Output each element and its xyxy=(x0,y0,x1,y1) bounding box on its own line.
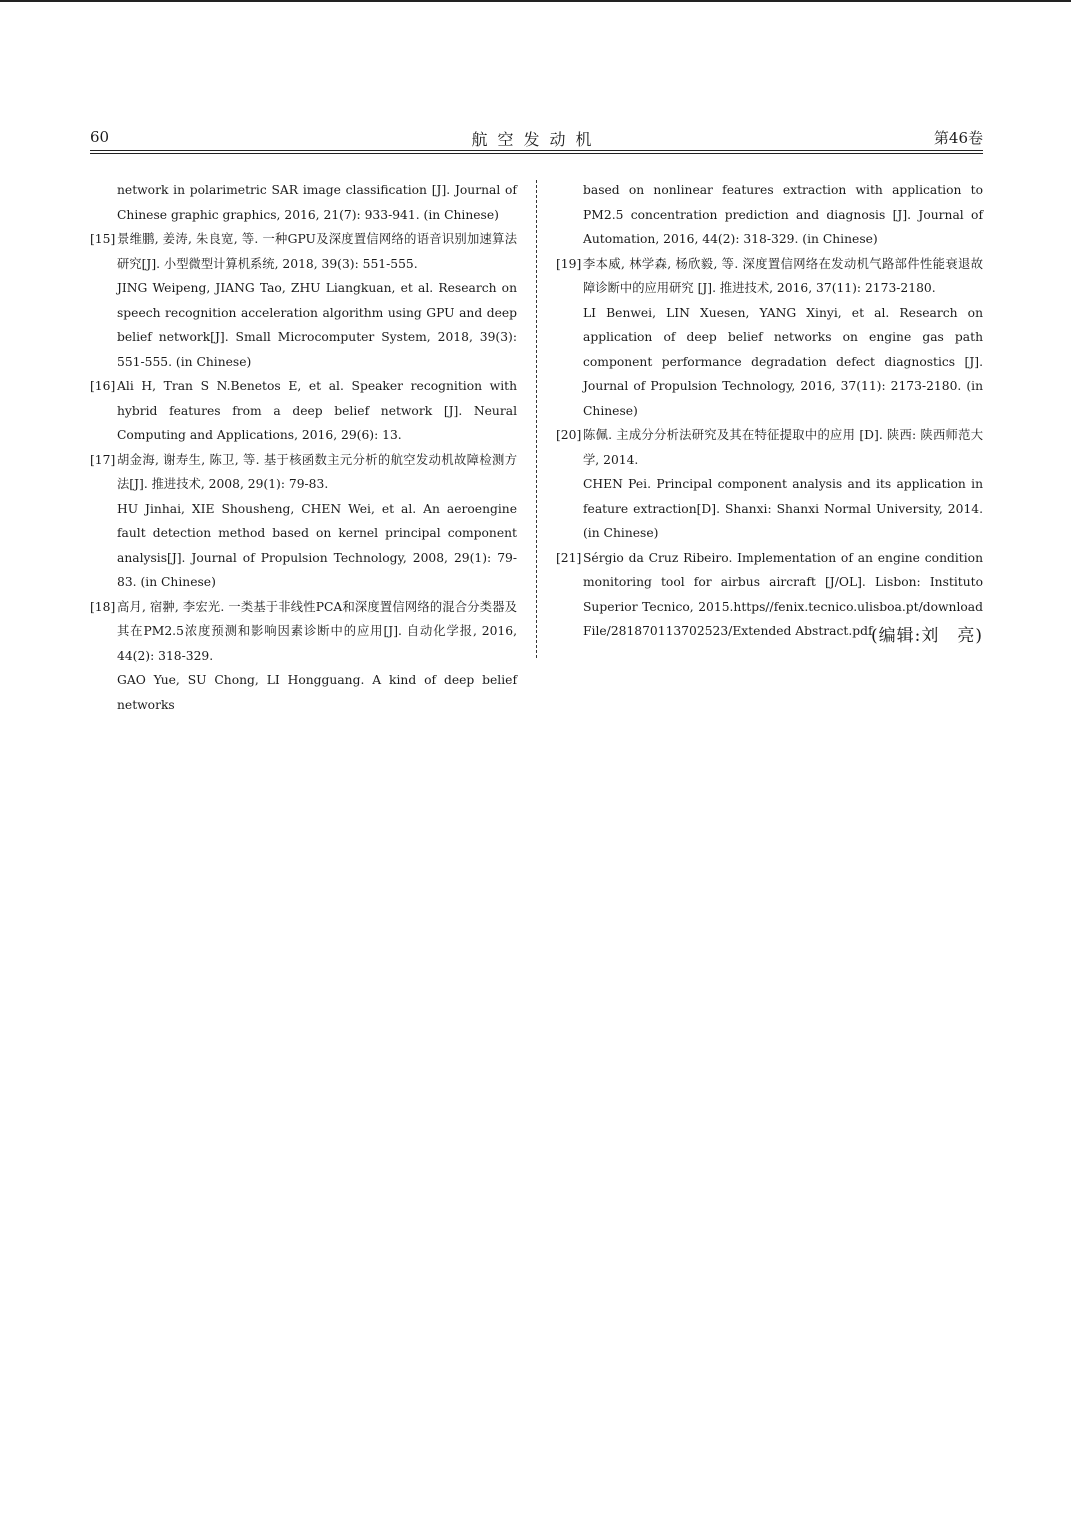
reference-17 xyxy=(90,448,517,595)
editor-credit: (编辑:刘 亮) xyxy=(871,626,983,646)
reference-text-cn: 景维鹏, 姜涛, 朱良宽, 等. 一种GPU及深度置信网络的语音识别加速算法研究[J]. 小型微型计算机系统, 2018, 39(3): 551-555. xyxy=(117,232,517,271)
reference-text-en: CHEN Pei. Principal component analysis and its application in feature extraction[D]. Shanxi: Shanxi Normal University, 2014. (in Chinese) xyxy=(583,477,983,540)
reference-18 xyxy=(90,595,517,718)
page-header xyxy=(90,124,983,150)
reference-number: [20] xyxy=(556,428,582,442)
reference-number: [18] xyxy=(90,599,116,614)
reference-number: [15] xyxy=(90,232,116,246)
reference-text-en: JING Weipeng, JIANG Tao, ZHU Liangkuan, et al. Research on speech recognition acceleration algorithm using GPU and deep belief network[J]. Small Microcomputer System, 2018, 39(3): 551-555. (in Chinese) xyxy=(117,281,517,369)
reference-continuation: based on nonlinear features extraction with application to PM2.5 concentration prediction and diagnosis [J]. Journal of Automation, 2016, 44(2): 318-329. (in Chinese) xyxy=(583,183,983,246)
header-rule-secondary xyxy=(90,153,983,154)
reference-continuation: network in polarimetric SAR image classification [J]. Journal of Chinese graphic graphics, 2016, 21(7): 933-941. (in Chinese) xyxy=(117,183,517,222)
reference-text-cn: 李本威, 林学森, 杨欣毅, 等. 深度置信网络在发动机气路部件性能衰退故障诊断中的应用研究 [J]. 推进技术, 2016, 37(11): 2173-2180. xyxy=(583,256,983,295)
left-column xyxy=(90,178,517,717)
reference-number: [21] xyxy=(556,550,582,565)
top-border-line xyxy=(0,0,1071,2)
column-divider xyxy=(536,180,537,658)
reference-number: [19] xyxy=(556,256,582,271)
reference-16 xyxy=(90,374,517,448)
reference-20 xyxy=(556,423,983,546)
right-column xyxy=(556,178,983,644)
volume-label: 第46卷 xyxy=(933,129,983,147)
reference-number: [16] xyxy=(90,379,116,393)
reference-text-cn: 陈佩. 主成分分析法研究及其在特征提取中的应用 [D]. 陕西: 陕西师范大学, 2014. xyxy=(583,428,983,467)
reference-text-cn: 胡金海, 谢寿生, 陈卫, 等. 基于核函数主元分析的航空发动机故障检测方法[J]. 推进技术, 2008, 29(1): 79-83. xyxy=(117,452,517,491)
reference-text: Sérgio da Cruz Ribeiro. Implementation of an engine condition monitoring tool for airbus aircraft [J/OL]. Lisbon: Instituto Superior Tecnico, 2015.https//fenix.tecnico.ulisboa.pt/download File/281870113702523/Extended Abstract.pdf xyxy=(583,550,983,638)
reference-text-en: LI Benwei, LIN Xuesen, YANG Xinyi, et al. Research on application of deep belief networks on engine gas path component performance degradation defect diagnostics [J]. Journal of Propulsion Technology, 2016, 37(11): 2173-2180. (in Chinese) xyxy=(583,305,983,418)
journal-title: 航空发动机 xyxy=(471,130,602,149)
reference-15 xyxy=(90,227,517,374)
reference-number: [17] xyxy=(90,452,116,467)
page-number: 60 xyxy=(90,128,110,146)
reference-text-cn: 高月, 宿翀, 李宏光. 一类基于非线性PCA和深度置信网络的混合分类器及其在PM2.5浓度预测和影响因素诊断中的应用[J]. 自动化学报, 2016, 44(2): 318-329. xyxy=(117,599,517,663)
reference-text: Ali H, Tran S N.Benetos E, et al. Speaker recognition with hybrid features from a deep belief network [J]. Neural Computing and Applications, 2016, 29(6): 13. xyxy=(117,379,517,442)
header-rule xyxy=(90,150,983,151)
reference-text-en: HU Jinhai, XIE Shousheng, CHEN Wei, et al. An aeroengine fault detection method based on kernel principal component analysis[J]. Journal of Propulsion Technology, 2008, 29(1): 79-83. (in Chinese) xyxy=(117,501,517,589)
reference-19 xyxy=(556,252,983,424)
reference-text-en: GAO Yue, SU Chong, LI Hongguang. A kind of deep belief networks xyxy=(117,673,517,712)
